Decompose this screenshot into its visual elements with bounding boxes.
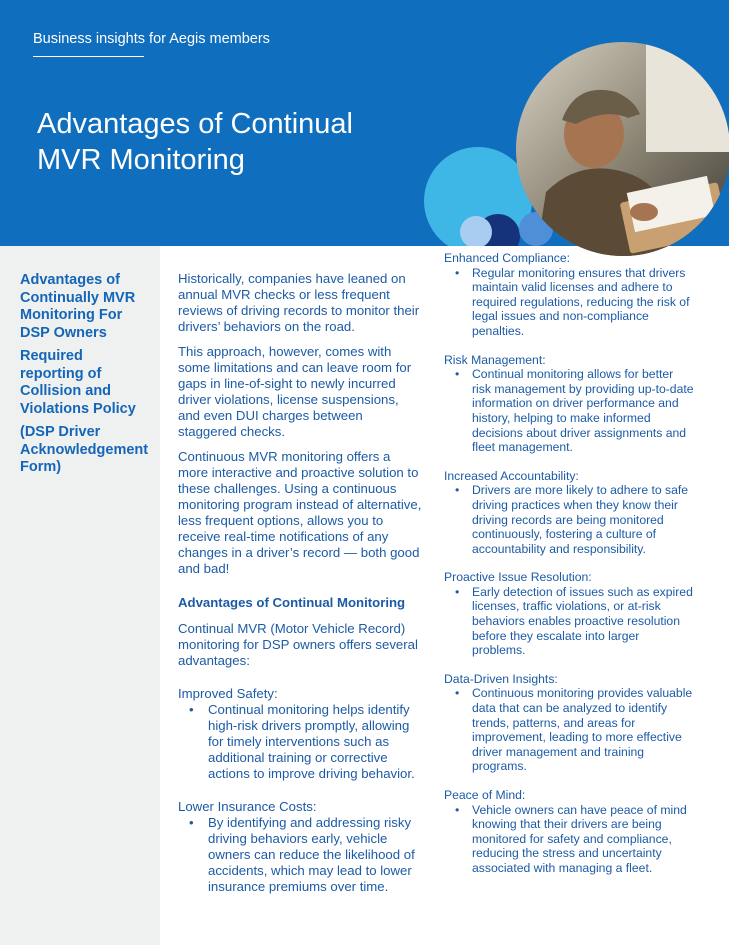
sidebar-nav (20, 272, 150, 483)
driver-photo (516, 42, 729, 256)
sidebar-link-acknowledgement-form[interactable]: (DSP Driver Acknowledgement Form) (20, 424, 149, 475)
sidebar-link-advantages[interactable]: Advantages of Continually MVR Monitoring For DSP Owners (20, 272, 136, 341)
advantage-lower-insurance (178, 799, 423, 895)
page-title: Advantages of Continual MVR Monitoring (37, 108, 353, 176)
intro-paragraph-3: Continuous MVR monitoring offers a more interactive and proactive solution to these challenges. Using a continuous monitoring program instead of alternative, less frequent options, allows you to receive real-time notifications of any changes in a driver’s record — both good and bad! (178, 449, 422, 576)
advantage-text: • Continual monitoring allows for better risk management by providing up-to-date information on driver performance and history, helping to make informed decisions about driver assignments and fleet management. (444, 367, 694, 455)
advantage-peace-of-mind (444, 788, 694, 876)
advantage-enhanced-compliance (444, 251, 694, 339)
advantage-improved-safety (178, 686, 423, 782)
advantage-title: Data-Driven Insights: (444, 671, 558, 686)
advantage-text: • Regular monitoring ensures that drivers maintain valid licenses and adhere to required regulations, reducing the risk of legal issues and non-compliance penalties. (444, 266, 694, 339)
right-column (444, 251, 694, 890)
advantage-text: • Continuous monitoring provides valuable data that can be analyzed to identify trends, patterns, and areas for improvement, leading to more effective driver management and training programs. (444, 686, 694, 774)
intro-paragraph-1: Historically, companies have leaned on annual MVR checks or less frequent reviews of driving records to monitor their drivers’ behaviors on the road. (178, 271, 420, 334)
advantages-heading: Advantages of Continual Monitoring (178, 595, 406, 610)
advantage-title: Improved Safety: (178, 686, 278, 701)
advantage-title: Risk Management: (444, 352, 546, 367)
tagline: Business insights for Aegis members (33, 31, 270, 47)
advantage-text: • By identifying and addressing risky driving behaviors early, vehicle owners can reduce the likelihood of accidents, which may lead to lower insurance premiums over time. (178, 815, 423, 895)
advantage-text: • Continual monitoring helps identify high-risk drivers promptly, allowing for timely interventions such as additional training or corrective actions to improve driving behavior. (178, 702, 423, 782)
intro-paragraph-2: This approach, however, comes with some limitations and can leave room for gaps in line-of-sight to newly incurred driver violations, license suspensions, and even DUI charges between staggered checks. (178, 344, 412, 439)
advantage-title: Proactive Issue Resolution: (444, 570, 592, 585)
advantage-text: • Drivers are more likely to adhere to safe driving practices when they know their driving records are being monitored continuously, fostering a culture of accountability and responsibility. (444, 483, 694, 556)
sidebar-link-collision-policy[interactable]: Required reporting of Collision and Violations Policy (20, 348, 136, 417)
advantage-risk-management (444, 353, 694, 455)
advantage-text: • Early detection of issues such as expired licenses, traffic violations, or at-risk behaviors enables proactive resolution before they escalate into larger problems. (444, 585, 694, 658)
advantage-data-driven-insights (444, 672, 694, 774)
advantages-intro: Continual MVR (Motor Vehicle Record) monitoring for DSP owners offers several advantages: (178, 621, 418, 668)
advantage-title: Lower Insurance Costs: (178, 799, 317, 814)
advantage-title: Increased Accountability: (444, 468, 579, 483)
advantage-title: Enhanced Compliance: (444, 251, 571, 265)
main-column (178, 271, 423, 912)
advantage-proactive-resolution (444, 570, 694, 658)
advantage-text: • Vehicle owners can have peace of mind knowing that their drivers are being monitored for safety and compliance, reducing the stress and uncertainty associated with managing a fleet. (444, 803, 694, 876)
hand (630, 203, 658, 221)
advantage-increased-accountability (444, 469, 694, 557)
advantage-title: Peace of Mind: (444, 788, 526, 802)
